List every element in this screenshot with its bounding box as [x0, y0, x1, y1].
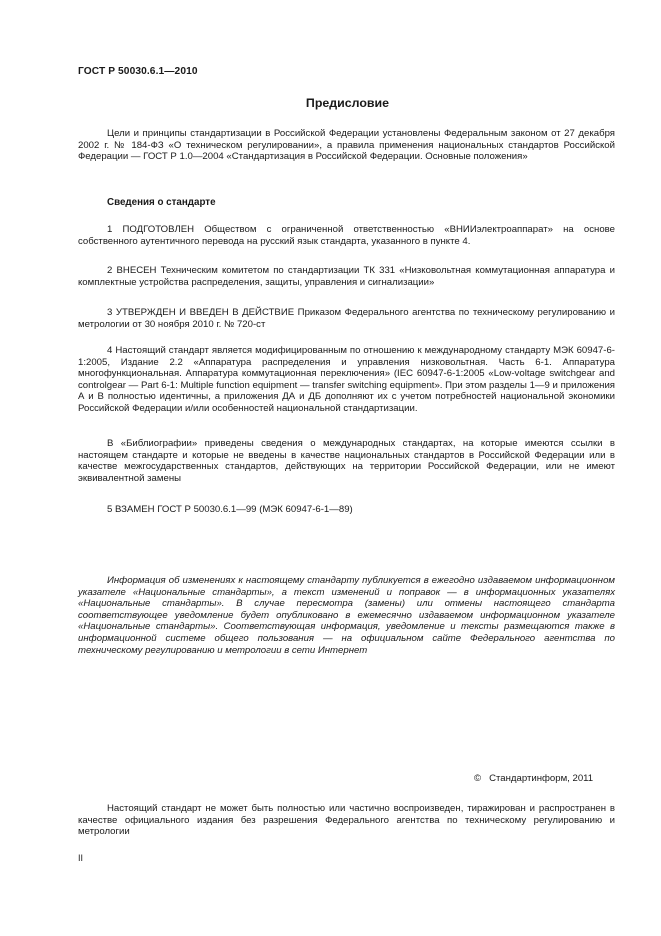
intro-paragraph: Цели и принципы стандартизации в Российской Федерации установлены Федеральным законом от 27 декабря 2002 г. № 184-ФЗ «О техническом регулировании», а правила применения национальных стандартов Российской Федерации — ГОСТ Р 1.0—2004 «Стандартизация в Российской Федерации. Основные положения»	[78, 128, 615, 163]
copyright-line: © Стандартинформ, 2011	[474, 773, 594, 784]
page-title: Предисловие	[305, 96, 390, 110]
changes-notice: Информация об изменениях к настоящему стандарту публикуется в ежегодно издаваемом информационном указателе «Национальные стандарты», а текст изменений и поправок — в информационных указателях «Национальные стандарты». В случае пересмотра (замены) или отмены настоящего стандарта соответствующее уведомление будет опубликовано в ежемесячно издаваемом информационном указателе «Национальные стандарты». Соответствующая информация, уведомление и тексты размещаются также в информационной системе общего пользования — на официальном сайте Федерального агентства по техническому регулированию и метрологии в сети Интернет	[78, 575, 615, 656]
page-number: II	[78, 853, 84, 863]
bibliography-paragraph: В «Библиографии» приведены сведения о международных стандартах, на которые имеются ссылки в настоящем стандарте и которые не введены в качестве национальных стандартов в Российской Федерации или в качестве межгосударственных стандартов, действующих на территории Российской Федерации, или не имеют эквивалентной замены	[78, 438, 615, 484]
item-introduced: 2 ВНЕСЕН Техническим комитетом по стандартизации ТК 331 «Низковольтная коммутационная аппаратура и комплектные устройства распределения, защиты, управления и сигнализации»	[78, 265, 615, 288]
item-prepared: 1 ПОДГОТОВЛЕН Обществом с ограниченной ответственностью «ВНИИэлектроаппарат» на основе собственного аутентичного перевода на русский язык стандарта, указанного в пункте 4.	[78, 224, 615, 247]
item-modification: 4 Настоящий стандарт является модифицированным по отношению к международному стандарту МЭК 60947-6-1:2005, Издание 2.2 «Аппаратура распределения и управления низковольтная. Часть 6-1. Аппаратура многофункциональная. Аппаратура коммутационная переключения» (IEC 60947-6-1:2005 «Low-voltage switchgear and controlgear — Part 6-1: Multiple function equipment — transfer switching equipment». При этом разделы 1—9 и приложения А и В полностью идентичны, а приложения ДА и ДБ дополняют их с учетом потребностей национальной экономики Российской Федерации и/или особенностей национальной стандартизации.	[78, 345, 615, 414]
item-approved: 3 УТВЕРЖДЕН И ВВЕДЕН В ДЕЙСТВИЕ Приказом Федерального агентства по техническому регулированию и метрологии от 30 ноября 2010 г. № 720-ст	[78, 307, 615, 330]
section-subheading: Сведения о стандарте	[107, 197, 216, 208]
item-replaces: 5 ВЗАМЕН ГОСТ Р 50030.6.1—99 (МЭК 60947-6-1—89)	[107, 504, 353, 515]
standard-code-header: ГОСТ Р 50030.6.1—2010	[78, 66, 198, 77]
reproduction-notice: Настоящий стандарт не может быть полностью или частично воспроизведен, тиражирован и распространен в качестве официального издания без разрешения Федерального агентства по техническому регулированию и метрологии	[78, 803, 615, 838]
